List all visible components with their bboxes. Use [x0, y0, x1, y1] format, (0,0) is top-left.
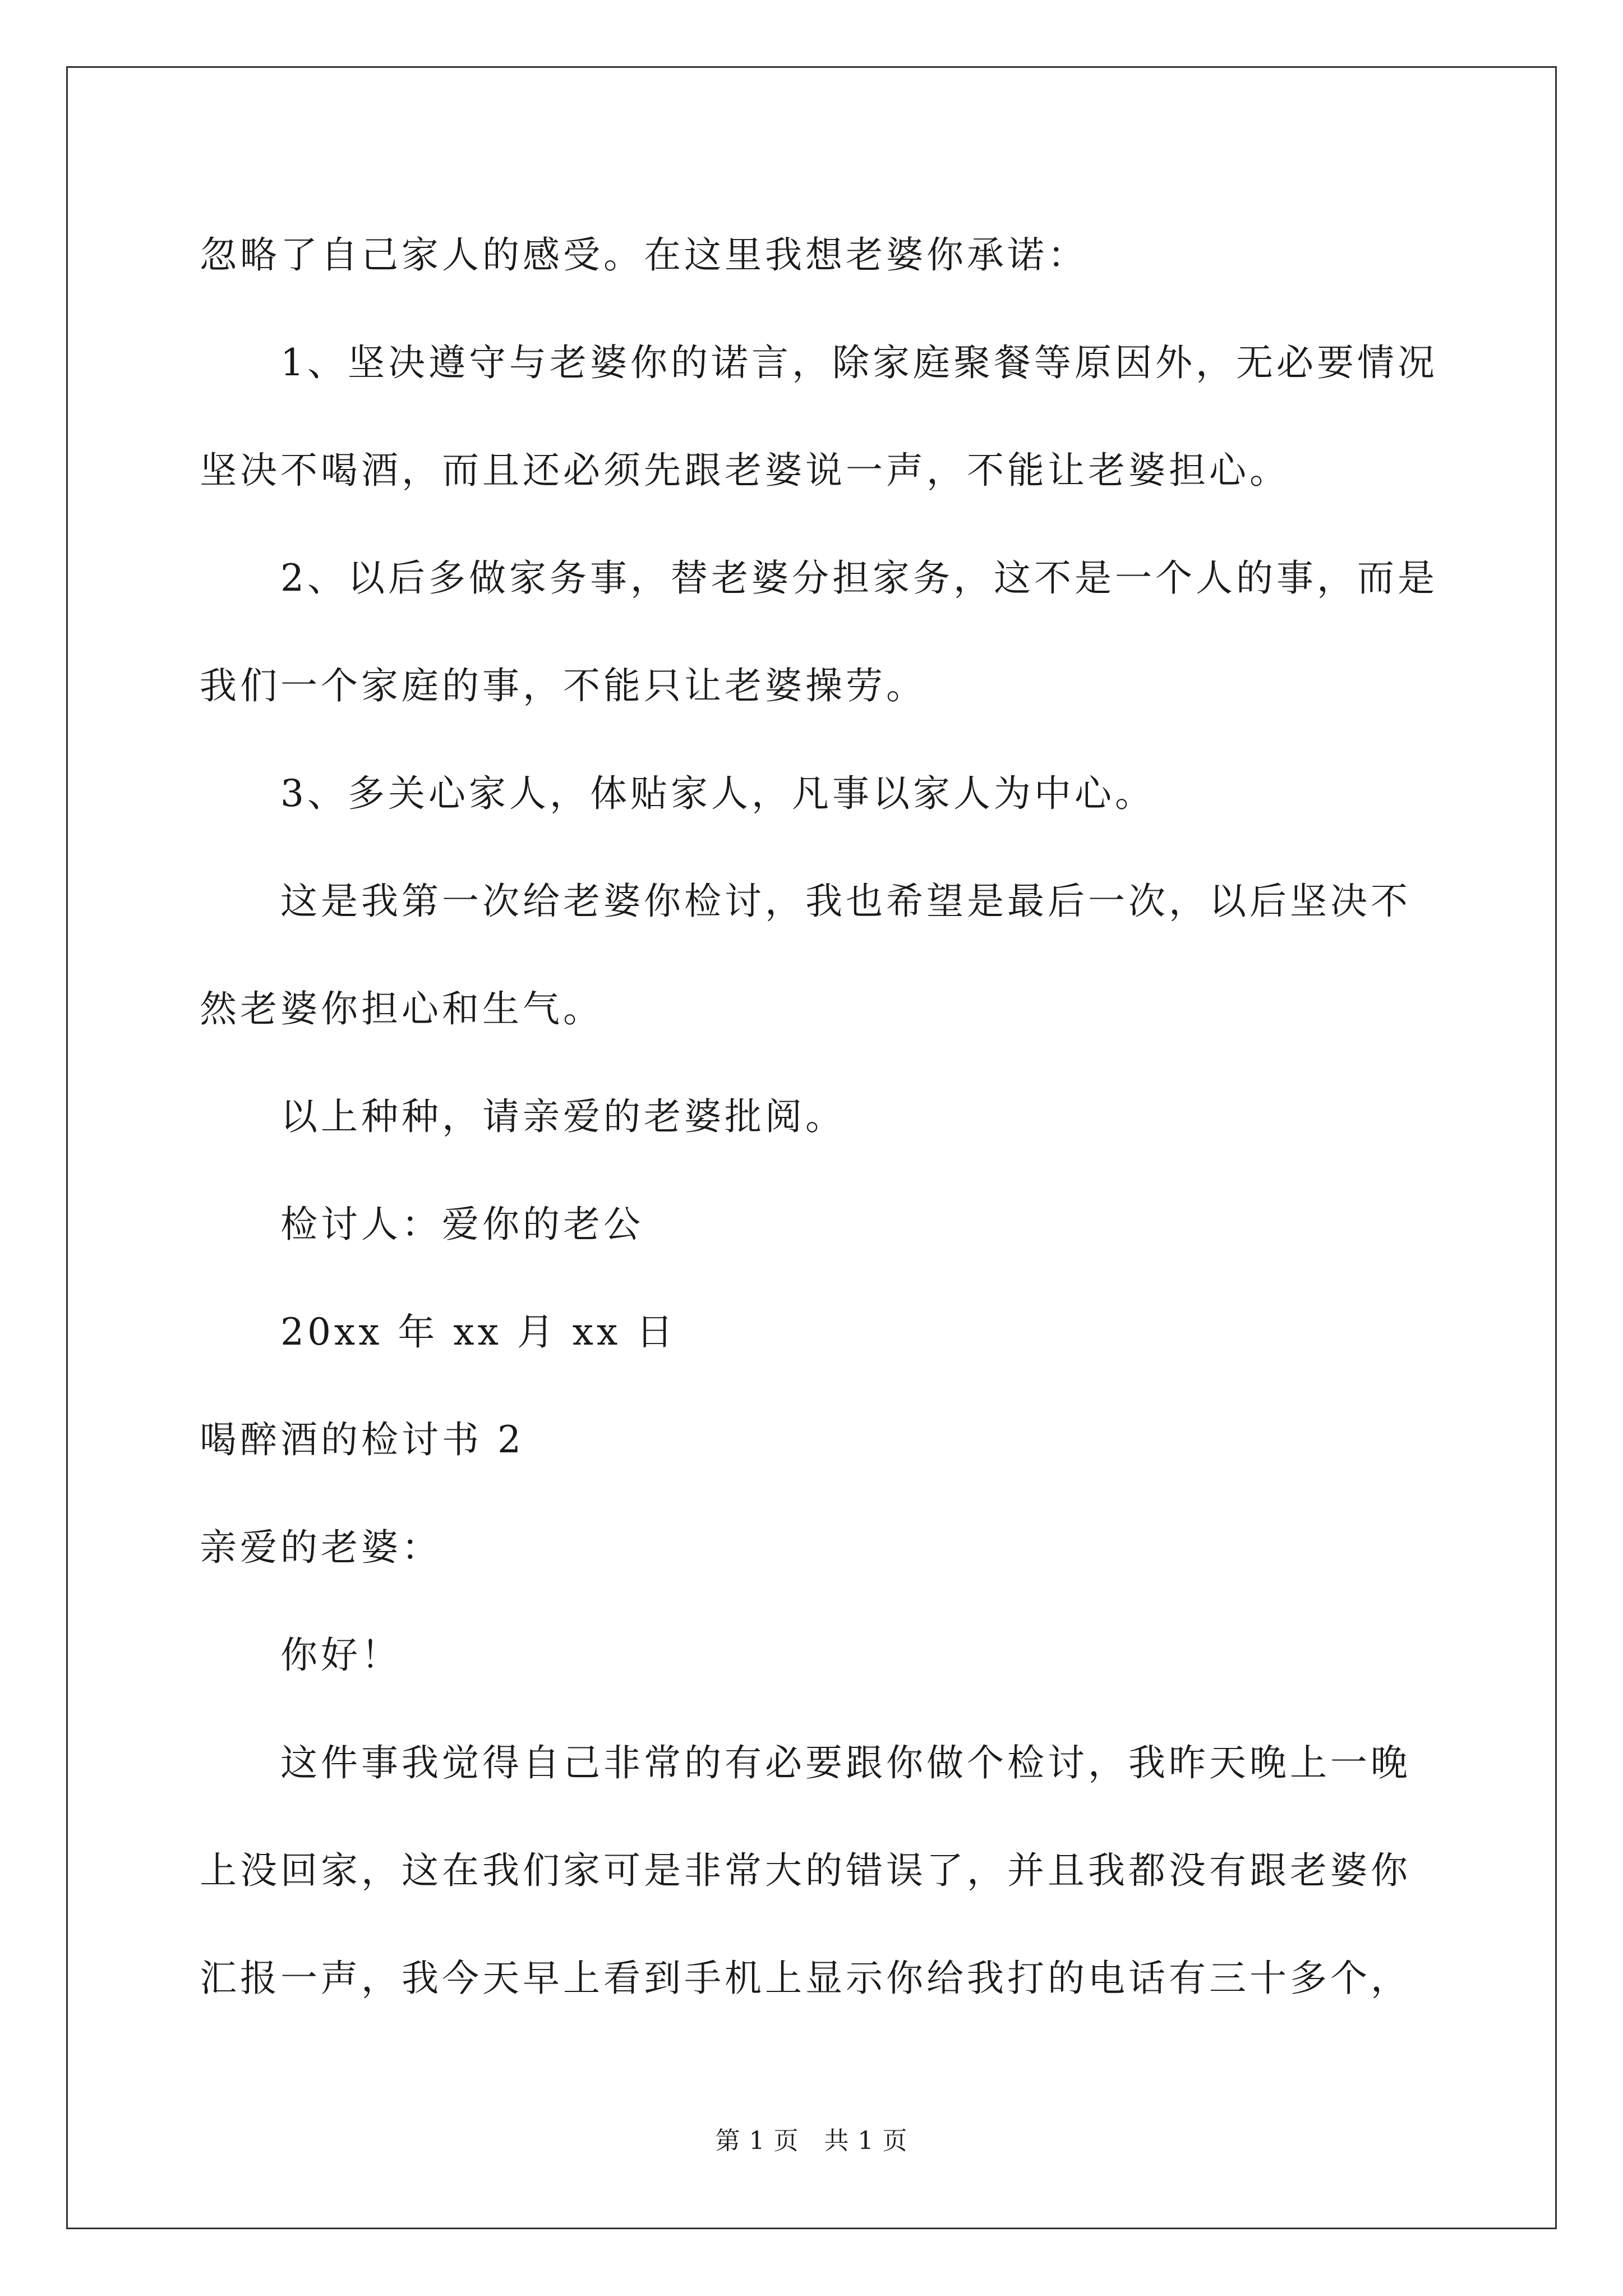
page-footer: 第 1 页 共 1 页	[715, 2127, 908, 2155]
greeting: 你好！	[280, 1634, 402, 1677]
text-line: 1、坚决遵守与老婆你的诺言，除家庭聚餐等原因外，无必要情况	[280, 341, 1438, 384]
date-line: 20xx 年 xx 月 xx 日	[280, 1310, 677, 1354]
signature-line: 检讨人：爱你的老公	[280, 1203, 644, 1246]
text-line: 这件事我觉得自己非常的有必要跟你做个检讨，我昨天晚上一晚	[280, 1741, 1411, 1784]
text-line: 我们一个家庭的事，不能只让老婆操劳。	[200, 664, 926, 707]
salutation: 亲爱的老婆：	[200, 1526, 442, 1569]
text-line: 汇报一声，我今天早上看到手机上显示你给我打的电话有三十多个，	[200, 1957, 1411, 2000]
text-line: 以上种种，请亲爱的老婆批阅。	[280, 1095, 846, 1138]
text-line: 坚决不喝酒，而且还必须先跟老婆说一声，不能让老婆担心。	[200, 449, 1290, 492]
text-line: 上没回家，这在我们家可是非常大的错误了，并且我都没有跟老婆你	[200, 1849, 1411, 1892]
text-line: 2、以后多做家务事，替老婆分担家务，这不是一个人的事，而是	[280, 556, 1438, 600]
text-line: 然老婆你担心和生气。	[200, 987, 603, 1030]
document-body	[200, 224, 1438, 2055]
text-line: 忽略了自己家人的感受。在这里我想老婆你承诺：	[200, 233, 1088, 277]
section-title: 喝醉酒的检讨书 2	[200, 1418, 524, 1461]
text-line: 3、多关心家人，体贴家人，凡事以家人为中心。	[280, 772, 1155, 815]
text-line: 这是我第一次给老婆你检讨，我也希望是最后一次，以后坚决不	[280, 880, 1411, 923]
